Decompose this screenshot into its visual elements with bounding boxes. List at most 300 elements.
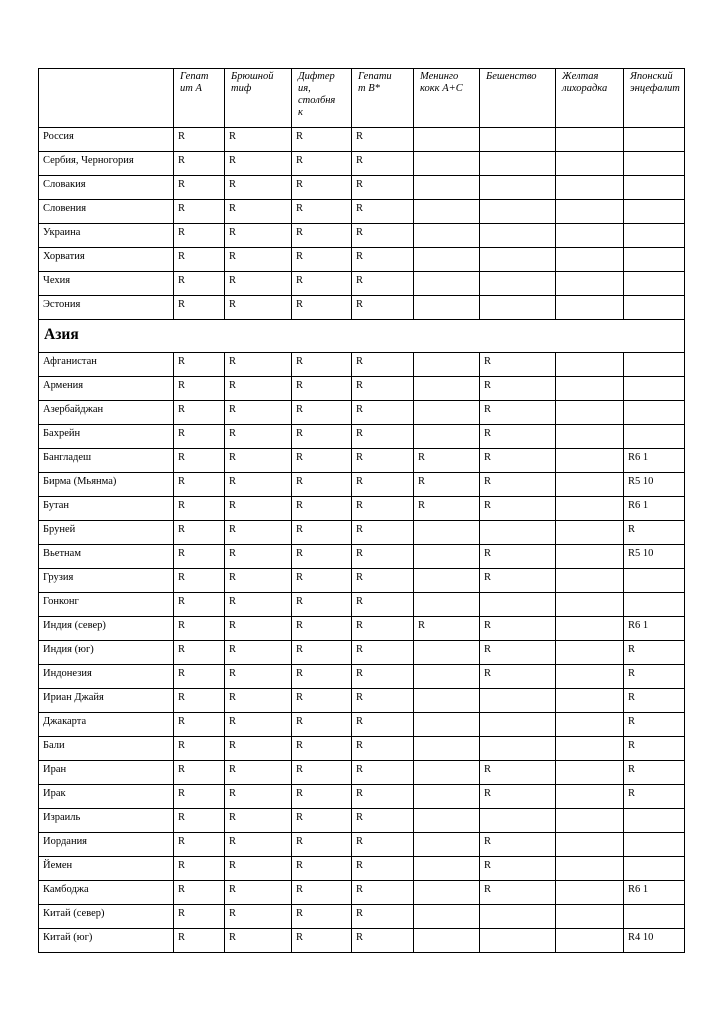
recommendation-cell: R bbox=[480, 353, 556, 377]
country-name: Словакия bbox=[39, 176, 174, 200]
recommendation-cell bbox=[414, 689, 480, 713]
recommendation-cell: R bbox=[225, 272, 292, 296]
recommendation-cell: R bbox=[292, 713, 352, 737]
table-row bbox=[39, 665, 685, 689]
recommendation-cell: R bbox=[174, 713, 225, 737]
recommendation-cell bbox=[480, 905, 556, 929]
recommendation-cell: R bbox=[225, 425, 292, 449]
recommendation-cell: R bbox=[480, 833, 556, 857]
recommendation-cell: R bbox=[352, 497, 414, 521]
table-row bbox=[39, 200, 685, 224]
recommendation-cell: R bbox=[480, 473, 556, 497]
recommendation-cell bbox=[556, 665, 624, 689]
recommendation-cell bbox=[624, 593, 685, 617]
recommendation-cell: R bbox=[225, 401, 292, 425]
country-name: Бутан bbox=[39, 497, 174, 521]
recommendation-cell bbox=[414, 401, 480, 425]
recommendation-cell: R bbox=[480, 377, 556, 401]
recommendation-cell: R bbox=[352, 593, 414, 617]
recommendation-cell bbox=[414, 272, 480, 296]
country-name: Россия bbox=[39, 128, 174, 152]
recommendation-cell: R bbox=[352, 809, 414, 833]
country-name: Эстония bbox=[39, 296, 174, 320]
table-row bbox=[39, 809, 685, 833]
recommendation-cell bbox=[414, 224, 480, 248]
country-name: Бруней bbox=[39, 521, 174, 545]
recommendation-cell bbox=[414, 569, 480, 593]
recommendation-cell: R bbox=[292, 737, 352, 761]
recommendation-cell: R4 10 bbox=[624, 929, 685, 953]
recommendation-cell bbox=[556, 248, 624, 272]
recommendation-cell bbox=[556, 401, 624, 425]
recommendation-cell: R bbox=[292, 521, 352, 545]
recommendation-cell: R bbox=[225, 176, 292, 200]
table-row bbox=[39, 545, 685, 569]
recommendation-cell bbox=[480, 128, 556, 152]
recommendation-cell bbox=[556, 152, 624, 176]
recommendation-cell: R bbox=[624, 665, 685, 689]
recommendation-cell bbox=[480, 224, 556, 248]
country-name: Ириан Джайя bbox=[39, 689, 174, 713]
recommendation-cell: R bbox=[174, 569, 225, 593]
recommendation-cell: R bbox=[352, 617, 414, 641]
recommendation-cell: R bbox=[174, 248, 225, 272]
country-name: Бали bbox=[39, 737, 174, 761]
country-name: Хорватия bbox=[39, 248, 174, 272]
recommendation-cell: R bbox=[225, 521, 292, 545]
recommendation-cell bbox=[624, 200, 685, 224]
country-name: Сербия, Черногория bbox=[39, 152, 174, 176]
recommendation-cell: R bbox=[352, 785, 414, 809]
recommendation-cell: R bbox=[225, 689, 292, 713]
recommendation-cell: R bbox=[174, 377, 225, 401]
recommendation-cell bbox=[480, 737, 556, 761]
recommendation-cell bbox=[556, 545, 624, 569]
recommendation-cell bbox=[624, 857, 685, 881]
recommendation-cell bbox=[556, 617, 624, 641]
table-row bbox=[39, 377, 685, 401]
recommendation-cell bbox=[480, 689, 556, 713]
recommendation-cell: R bbox=[352, 272, 414, 296]
recommendation-cell bbox=[414, 641, 480, 665]
table-row bbox=[39, 521, 685, 545]
recommendation-cell: R bbox=[174, 545, 225, 569]
recommendation-cell: R bbox=[174, 833, 225, 857]
recommendation-cell bbox=[414, 929, 480, 953]
recommendation-cell: R bbox=[352, 905, 414, 929]
recommendation-cell: R bbox=[480, 401, 556, 425]
recommendation-cell: R bbox=[352, 881, 414, 905]
recommendation-cell: R6 1 bbox=[624, 497, 685, 521]
recommendation-cell bbox=[480, 152, 556, 176]
recommendation-cell: R bbox=[352, 248, 414, 272]
table-row bbox=[39, 425, 685, 449]
table-row bbox=[39, 401, 685, 425]
recommendation-cell: R bbox=[225, 224, 292, 248]
table-row bbox=[39, 713, 685, 737]
recommendation-cell: R bbox=[352, 377, 414, 401]
recommendation-cell: R bbox=[352, 152, 414, 176]
table-row bbox=[39, 569, 685, 593]
recommendation-cell: R bbox=[292, 617, 352, 641]
column-header-line: Менинго bbox=[420, 71, 459, 82]
recommendation-cell: R bbox=[352, 401, 414, 425]
column-header bbox=[292, 69, 352, 128]
recommendation-cell bbox=[414, 665, 480, 689]
recommendation-cell bbox=[480, 713, 556, 737]
recommendation-cell bbox=[414, 152, 480, 176]
recommendation-cell bbox=[414, 248, 480, 272]
recommendation-cell: R bbox=[225, 905, 292, 929]
recommendation-cell: R bbox=[174, 809, 225, 833]
recommendation-cell: R bbox=[174, 353, 225, 377]
column-header bbox=[556, 69, 624, 128]
recommendation-cell: R bbox=[225, 473, 292, 497]
recommendation-cell: R bbox=[225, 857, 292, 881]
recommendation-cell: R bbox=[174, 665, 225, 689]
recommendation-cell: R bbox=[292, 272, 352, 296]
recommendation-cell bbox=[624, 401, 685, 425]
recommendation-cell: R bbox=[292, 833, 352, 857]
country-name: Индонезия bbox=[39, 665, 174, 689]
recommendation-cell bbox=[624, 377, 685, 401]
recommendation-cell: R bbox=[225, 737, 292, 761]
table-row bbox=[39, 176, 685, 200]
recommendation-cell bbox=[556, 833, 624, 857]
recommendation-cell: R bbox=[225, 713, 292, 737]
recommendation-cell bbox=[556, 641, 624, 665]
recommendation-cell: R bbox=[292, 449, 352, 473]
table-row bbox=[39, 473, 685, 497]
recommendation-cell: R bbox=[414, 497, 480, 521]
recommendation-cell: R bbox=[225, 296, 292, 320]
column-header-line: тиф bbox=[231, 83, 252, 94]
recommendation-cell: R bbox=[352, 449, 414, 473]
recommendation-cell: R bbox=[352, 128, 414, 152]
table-row bbox=[39, 737, 685, 761]
recommendation-cell bbox=[414, 128, 480, 152]
recommendation-cell: R bbox=[292, 545, 352, 569]
country-name: Вьетнам bbox=[39, 545, 174, 569]
recommendation-cell: R bbox=[225, 929, 292, 953]
recommendation-cell bbox=[556, 713, 624, 737]
recommendation-cell: R bbox=[292, 785, 352, 809]
country-name: Джакарта bbox=[39, 713, 174, 737]
recommendation-cell: R bbox=[292, 425, 352, 449]
recommendation-cell: R bbox=[225, 785, 292, 809]
vaccination-table bbox=[38, 68, 685, 953]
recommendation-cell bbox=[414, 713, 480, 737]
recommendation-cell bbox=[556, 809, 624, 833]
recommendation-cell: R bbox=[352, 641, 414, 665]
recommendation-cell bbox=[624, 905, 685, 929]
header-corner-cell bbox=[39, 69, 174, 128]
recommendation-cell: R bbox=[225, 641, 292, 665]
recommendation-cell: R bbox=[225, 833, 292, 857]
recommendation-cell: R bbox=[480, 881, 556, 905]
recommendation-cell: R bbox=[174, 857, 225, 881]
recommendation-cell bbox=[624, 353, 685, 377]
recommendation-cell: R bbox=[225, 665, 292, 689]
country-name: Азербайджан bbox=[39, 401, 174, 425]
column-header-line: Гепат bbox=[180, 71, 209, 82]
recommendation-cell: R bbox=[174, 521, 225, 545]
column-header bbox=[414, 69, 480, 128]
table-row bbox=[39, 497, 685, 521]
country-name: Грузия bbox=[39, 569, 174, 593]
recommendation-cell: R bbox=[174, 497, 225, 521]
recommendation-cell: R bbox=[480, 617, 556, 641]
recommendation-cell: R bbox=[225, 809, 292, 833]
country-name: Армения bbox=[39, 377, 174, 401]
recommendation-cell: R bbox=[480, 785, 556, 809]
recommendation-cell: R bbox=[174, 473, 225, 497]
recommendation-cell bbox=[414, 881, 480, 905]
recommendation-cell bbox=[624, 128, 685, 152]
recommendation-cell bbox=[480, 521, 556, 545]
recommendation-cell bbox=[556, 569, 624, 593]
recommendation-cell bbox=[556, 176, 624, 200]
recommendation-cell bbox=[556, 473, 624, 497]
recommendation-cell: R bbox=[174, 617, 225, 641]
recommendation-cell: R bbox=[225, 545, 292, 569]
table-row bbox=[39, 128, 685, 152]
country-name: Иран bbox=[39, 761, 174, 785]
recommendation-cell bbox=[624, 296, 685, 320]
recommendation-cell: R bbox=[225, 593, 292, 617]
recommendation-cell: R6 1 bbox=[624, 881, 685, 905]
recommendation-cell: R bbox=[174, 296, 225, 320]
recommendation-cell bbox=[414, 761, 480, 785]
table-row bbox=[39, 785, 685, 809]
recommendation-cell bbox=[624, 809, 685, 833]
column-header-line: столбня bbox=[298, 95, 336, 106]
country-name: Бахрейн bbox=[39, 425, 174, 449]
recommendation-cell bbox=[414, 593, 480, 617]
country-name: Китай (север) bbox=[39, 905, 174, 929]
recommendation-cell: R bbox=[225, 617, 292, 641]
recommendation-cell: R bbox=[225, 377, 292, 401]
recommendation-cell: R bbox=[174, 905, 225, 929]
table-row bbox=[39, 881, 685, 905]
table-row bbox=[39, 641, 685, 665]
recommendation-cell: R bbox=[292, 353, 352, 377]
recommendation-cell: R bbox=[292, 152, 352, 176]
recommendation-cell: R bbox=[174, 272, 225, 296]
recommendation-cell: R bbox=[624, 761, 685, 785]
recommendation-cell: R bbox=[292, 128, 352, 152]
recommendation-cell bbox=[480, 248, 556, 272]
column-header-line: ия, bbox=[298, 83, 311, 94]
recommendation-cell bbox=[556, 929, 624, 953]
recommendation-cell bbox=[480, 296, 556, 320]
recommendation-cell bbox=[556, 353, 624, 377]
recommendation-cell bbox=[556, 593, 624, 617]
recommendation-cell bbox=[556, 377, 624, 401]
recommendation-cell bbox=[414, 425, 480, 449]
country-name: Камбоджа bbox=[39, 881, 174, 905]
recommendation-cell: R bbox=[225, 449, 292, 473]
recommendation-cell bbox=[556, 521, 624, 545]
recommendation-cell: R5 10 bbox=[624, 545, 685, 569]
column-header-line: к bbox=[298, 107, 303, 118]
column-header-line: Гепати bbox=[358, 71, 392, 82]
recommendation-cell bbox=[480, 200, 556, 224]
recommendation-cell: R bbox=[225, 200, 292, 224]
table-row bbox=[39, 296, 685, 320]
recommendation-cell: R bbox=[174, 425, 225, 449]
recommendation-cell bbox=[556, 857, 624, 881]
column-header-line: Дифтер bbox=[298, 71, 335, 82]
recommendation-cell: R bbox=[352, 929, 414, 953]
recommendation-cell bbox=[414, 200, 480, 224]
country-name: Ирак bbox=[39, 785, 174, 809]
recommendation-cell: R bbox=[292, 176, 352, 200]
recommendation-cell: R bbox=[624, 785, 685, 809]
recommendation-cell: R bbox=[174, 152, 225, 176]
country-name: Украина bbox=[39, 224, 174, 248]
recommendation-cell bbox=[556, 881, 624, 905]
table-row bbox=[39, 905, 685, 929]
recommendation-cell bbox=[556, 200, 624, 224]
recommendation-cell: R bbox=[225, 881, 292, 905]
recommendation-cell: R bbox=[480, 665, 556, 689]
recommendation-cell: R bbox=[292, 761, 352, 785]
recommendation-cell: R bbox=[292, 248, 352, 272]
recommendation-cell: R bbox=[414, 449, 480, 473]
recommendation-cell bbox=[556, 497, 624, 521]
recommendation-cell: R bbox=[352, 713, 414, 737]
country-name: Иордания bbox=[39, 833, 174, 857]
recommendation-cell: R bbox=[480, 641, 556, 665]
country-name: Китай (юг) bbox=[39, 929, 174, 953]
recommendation-cell bbox=[624, 224, 685, 248]
recommendation-cell: R bbox=[292, 473, 352, 497]
recommendation-cell: R bbox=[414, 473, 480, 497]
recommendation-cell: R bbox=[292, 929, 352, 953]
recommendation-cell bbox=[480, 593, 556, 617]
section-title: Азия bbox=[39, 320, 685, 353]
column-header-line: Японский bbox=[630, 71, 673, 82]
recommendation-cell: R bbox=[480, 425, 556, 449]
recommendation-cell bbox=[556, 737, 624, 761]
column-header-line: лихорадка bbox=[562, 83, 608, 94]
recommendation-cell bbox=[624, 272, 685, 296]
recommendation-cell: R bbox=[174, 401, 225, 425]
recommendation-cell bbox=[414, 785, 480, 809]
recommendation-cell: R bbox=[352, 737, 414, 761]
recommendation-cell bbox=[556, 272, 624, 296]
recommendation-cell bbox=[414, 905, 480, 929]
recommendation-cell: R bbox=[225, 497, 292, 521]
recommendation-cell: R bbox=[624, 713, 685, 737]
recommendation-cell: R bbox=[292, 497, 352, 521]
recommendation-cell: R6 1 bbox=[624, 617, 685, 641]
recommendation-cell bbox=[480, 272, 556, 296]
country-name: Индия (юг) bbox=[39, 641, 174, 665]
table-header-row bbox=[39, 69, 685, 128]
recommendation-cell: R bbox=[292, 905, 352, 929]
recommendation-cell: R bbox=[624, 737, 685, 761]
recommendation-cell bbox=[624, 425, 685, 449]
recommendation-cell bbox=[414, 377, 480, 401]
recommendation-cell: R bbox=[352, 200, 414, 224]
recommendation-cell: R bbox=[624, 521, 685, 545]
column-header-line: Желтая bbox=[562, 71, 599, 82]
recommendation-cell: R bbox=[174, 737, 225, 761]
column-header-line: кокк А+С bbox=[420, 83, 463, 94]
country-name: Индия (север) bbox=[39, 617, 174, 641]
recommendation-cell: R bbox=[292, 296, 352, 320]
section-row bbox=[39, 320, 685, 353]
recommendation-cell bbox=[414, 353, 480, 377]
recommendation-cell bbox=[414, 545, 480, 569]
recommendation-cell: R bbox=[352, 857, 414, 881]
recommendation-cell: R bbox=[624, 641, 685, 665]
recommendation-cell bbox=[556, 224, 624, 248]
recommendation-cell: R bbox=[174, 785, 225, 809]
recommendation-cell: R bbox=[480, 857, 556, 881]
recommendation-cell: R bbox=[352, 833, 414, 857]
recommendation-cell: R bbox=[352, 296, 414, 320]
recommendation-cell: R bbox=[352, 761, 414, 785]
table-row bbox=[39, 689, 685, 713]
recommendation-cell bbox=[480, 176, 556, 200]
recommendation-cell: R bbox=[225, 248, 292, 272]
recommendation-cell: R bbox=[174, 449, 225, 473]
recommendation-cell: R bbox=[480, 761, 556, 785]
country-name: Йемен bbox=[39, 857, 174, 881]
recommendation-cell bbox=[624, 833, 685, 857]
recommendation-cell: R bbox=[480, 569, 556, 593]
recommendation-cell: R bbox=[292, 881, 352, 905]
recommendation-cell bbox=[556, 785, 624, 809]
column-header bbox=[480, 69, 556, 128]
country-name: Словения bbox=[39, 200, 174, 224]
recommendation-cell bbox=[414, 521, 480, 545]
recommendation-cell: R bbox=[292, 569, 352, 593]
column-header bbox=[174, 69, 225, 128]
table-row bbox=[39, 761, 685, 785]
column-header-line: Брюшной bbox=[231, 71, 274, 82]
recommendation-cell bbox=[624, 176, 685, 200]
recommendation-cell: R bbox=[292, 200, 352, 224]
recommendation-cell: R bbox=[352, 353, 414, 377]
recommendation-cell: R bbox=[174, 641, 225, 665]
table-row bbox=[39, 929, 685, 953]
recommendation-cell: R bbox=[292, 809, 352, 833]
recommendation-cell bbox=[624, 248, 685, 272]
table-row bbox=[39, 248, 685, 272]
recommendation-cell: R bbox=[292, 857, 352, 881]
recommendation-cell bbox=[556, 449, 624, 473]
column-header-line: энцефалит bbox=[630, 83, 680, 94]
recommendation-cell: R bbox=[174, 689, 225, 713]
recommendation-cell bbox=[556, 296, 624, 320]
recommendation-cell: R bbox=[292, 665, 352, 689]
recommendation-cell: R bbox=[352, 473, 414, 497]
table-row bbox=[39, 857, 685, 881]
recommendation-cell bbox=[556, 689, 624, 713]
recommendation-cell: R bbox=[174, 929, 225, 953]
recommendation-cell: R bbox=[225, 353, 292, 377]
recommendation-cell: R bbox=[225, 128, 292, 152]
column-header bbox=[352, 69, 414, 128]
recommendation-cell: R bbox=[480, 497, 556, 521]
table-row bbox=[39, 617, 685, 641]
recommendation-cell bbox=[556, 761, 624, 785]
recommendation-cell bbox=[414, 296, 480, 320]
